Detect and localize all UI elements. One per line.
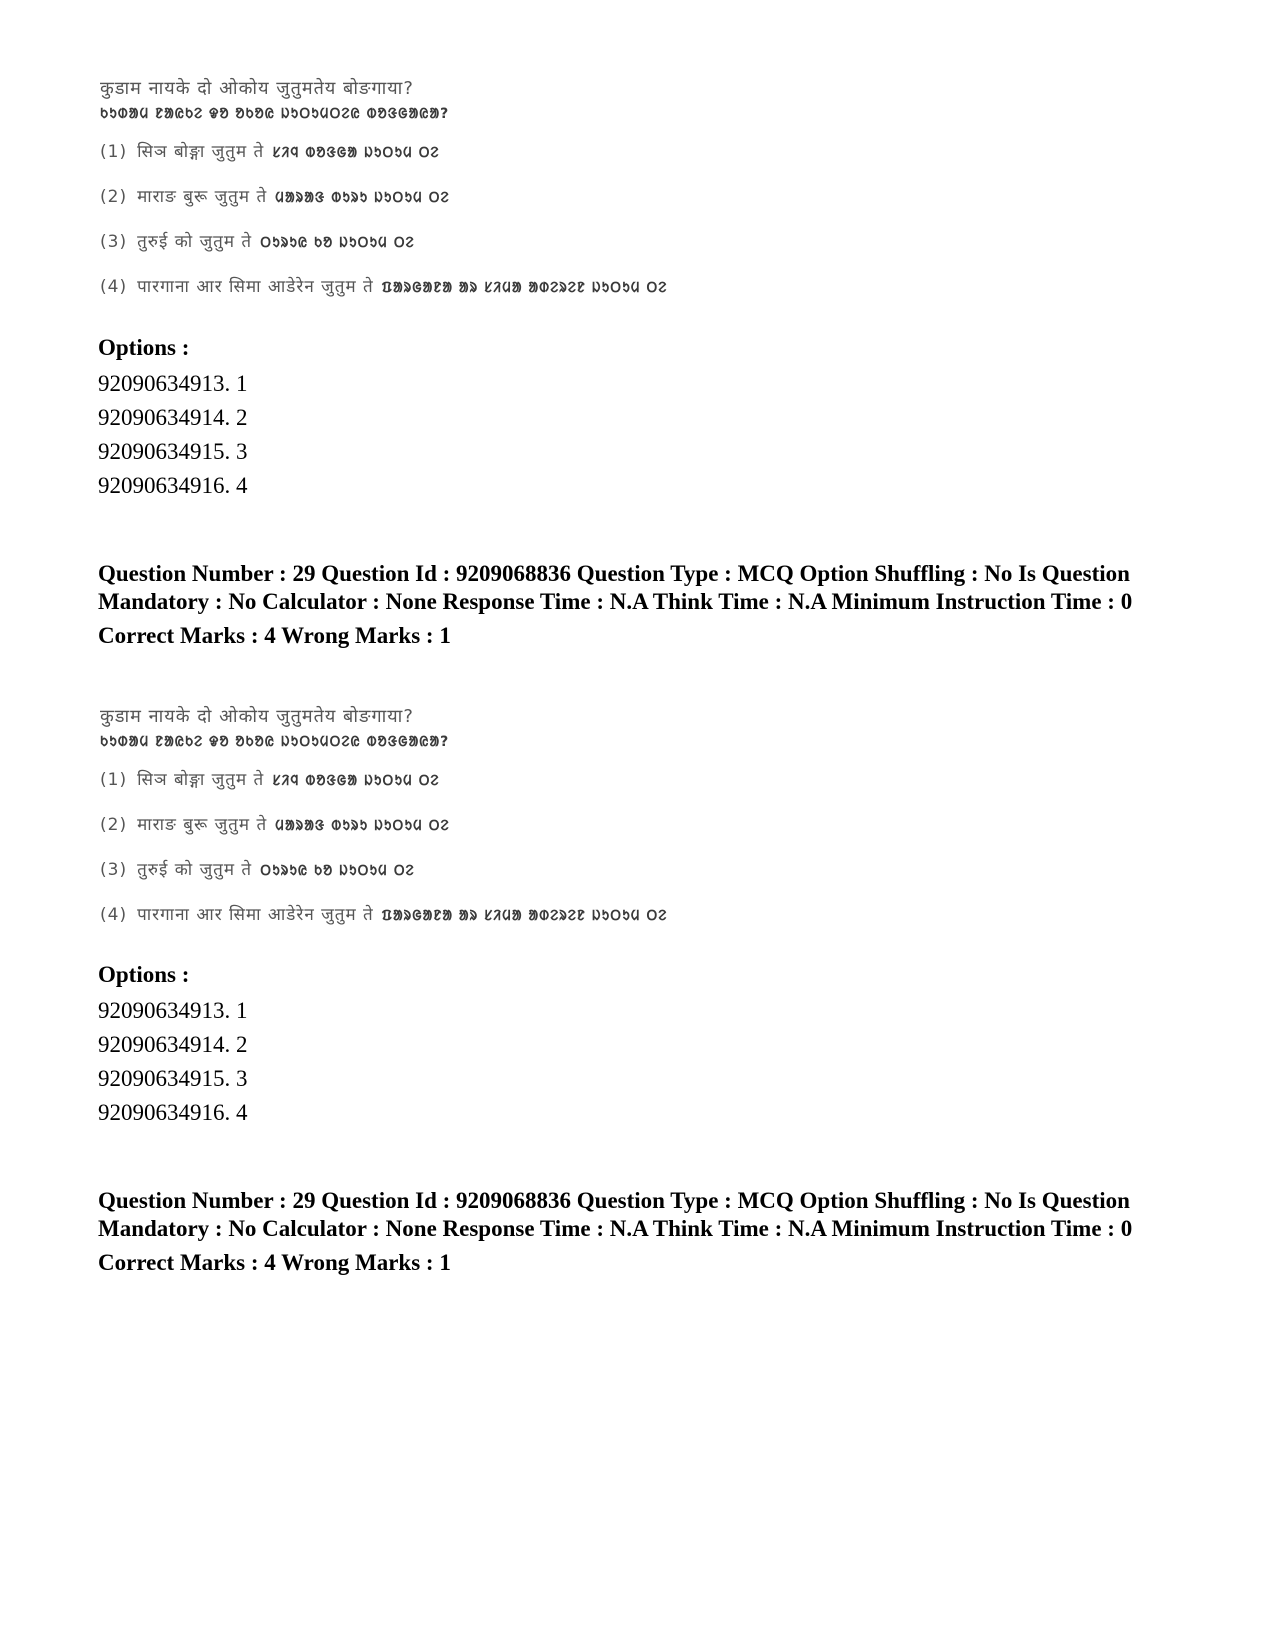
- question-choice: (4) पारगाना आर सिमा आडेरेन जुतुम ते ᱯᱟᱨᱜᱟᱱᱟ ᱟᱨ ᱥᱤᱢᱟ ᱟᱰᱮᱨᱮᱱ ᱡᱩᱛᱩᱢ ᱛᱮ: [100, 277, 668, 297]
- options-block: [98, 962, 248, 1130]
- question-meta-text: Question Number : 29 Question Id : 9209068836 Question Type : MCQ Option Shuffling : No Is Question Mandatory : No Calculator : None Response Time : N.A Think Time : N.A Minimum Instruction Time : 0: [98, 561, 1133, 614]
- option-row: 92090634914. 2: [98, 1032, 248, 1057]
- option-row: 92090634913. 1: [98, 371, 248, 396]
- question-choice: (4) पारगाना आर सिमा आडेरेन जुतुम ते ᱯᱟᱨᱜᱟᱱᱟ ᱟᱨ ᱥᱤᱢᱟ ᱟᱰᱮᱨᱮᱱ ᱡᱩᱛᱩᱢ ᱛᱮ: [100, 905, 668, 925]
- question-image-2: [100, 700, 740, 940]
- option-row: 92090634914. 2: [98, 405, 248, 430]
- question-choice: (3) तुरुई को जुतुम ते ᱛᱩᱨᱩᱭ ᱠᱚ ᱡᱩᱛᱩᱢ ᱛᱮ: [100, 232, 415, 252]
- question-prompt-hindi: कुडाम नायके दो ओकोय जुतुमतेय बोङगाया?: [100, 706, 414, 727]
- question-meta: [98, 1187, 1188, 1277]
- question-prompt-olchiki: ᱠᱩᱰᱟᱢ ᱱᱟᱭᱠᱮ ᱫᱚ ᱚᱠᱚᱭ ᱡᱩᱛᱩᱢᱛᱮᱭ ᱵᱚᱝᱜᱟᱭᱟ?: [100, 734, 450, 750]
- question-prompt-hindi: कुडाम नायके दो ओकोय जुतुमतेय बोङगाया?: [100, 78, 414, 99]
- question-choice: (1) सिञ बोङ्गा जुतुम ते ᱥᱤᱧ ᱵᱚᱝᱜᱟ ᱡᱩᱛᱩᱢ ᱛᱮ: [100, 142, 440, 162]
- question-marks: Correct Marks : 4 Wrong Marks : 1: [98, 623, 451, 648]
- options-block: [98, 335, 248, 503]
- question-marks: Correct Marks : 4 Wrong Marks : 1: [98, 1250, 451, 1275]
- question-choice: (2) माराङ बुरू जुतुम ते ᱢᱟᱨᱟᱝ ᱵᱩᱨᱩ ᱡᱩᱛᱩᱢ ᱛᱮ: [100, 187, 450, 207]
- question-image-1: [100, 72, 740, 312]
- options-title: Options :: [98, 962, 190, 987]
- question-meta: [98, 560, 1188, 650]
- question-prompt-olchiki: ᱠᱩᱰᱟᱢ ᱱᱟᱭᱠᱮ ᱫᱚ ᱚᱠᱚᱭ ᱡᱩᱛᱩᱢᱛᱮᱭ ᱵᱚᱝᱜᱟᱭᱟ?: [100, 106, 450, 122]
- option-row: 92090634916. 4: [98, 1100, 248, 1125]
- option-row: 92090634915. 3: [98, 1066, 248, 1091]
- question-choice: (3) तुरुई को जुतुम ते ᱛᱩᱨᱩᱭ ᱠᱚ ᱡᱩᱛᱩᱢ ᱛᱮ: [100, 860, 415, 880]
- question-choice: (1) सिञ बोङ्गा जुतुम ते ᱥᱤᱧ ᱵᱚᱝᱜᱟ ᱡᱩᱛᱩᱢ ᱛᱮ: [100, 770, 440, 790]
- option-row: 92090634916. 4: [98, 473, 248, 498]
- options-title: Options :: [98, 335, 190, 360]
- option-row: 92090634913. 1: [98, 998, 248, 1023]
- question-meta-text: Question Number : 29 Question Id : 9209068836 Question Type : MCQ Option Shuffling : No Is Question Mandatory : No Calculator : None Response Time : N.A Think Time : N.A Minimum Instruction Time : 0: [98, 1188, 1133, 1241]
- question-choice: (2) माराङ बुरू जुतुम ते ᱢᱟᱨᱟᱝ ᱵᱩᱨᱩ ᱡᱩᱛᱩᱢ ᱛᱮ: [100, 815, 450, 835]
- option-row: 92090634915. 3: [98, 439, 248, 464]
